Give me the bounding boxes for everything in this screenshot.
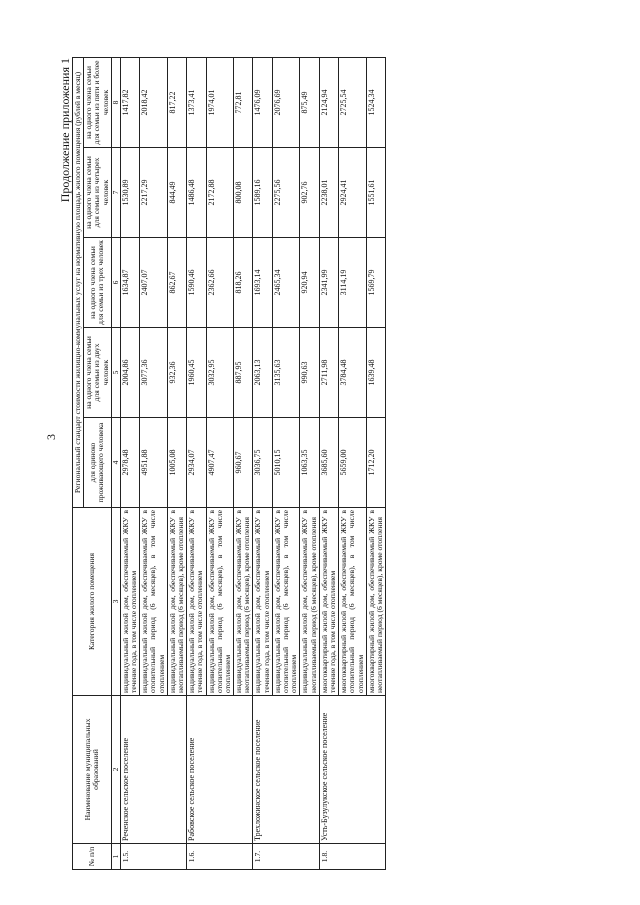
row-number: 1.5. (120, 844, 186, 870)
cost-value: 1974,01 (206, 57, 234, 147)
cost-value: 1486,48 (187, 148, 206, 238)
cost-value: 1634,87 (120, 238, 139, 328)
cost-value: 1417,82 (120, 57, 139, 147)
header-family-of-two: на одного члена семьи для семьи из двух человек (84, 328, 112, 418)
housing-category: индивидуальный жилой дом, обеспечиваемый ЖКУ в неотапливаемый период (6 месяцев), кроме отопления (300, 508, 319, 696)
cost-value: 800,08 (234, 148, 253, 238)
cost-value: 3114,19 (339, 238, 367, 328)
cost-value: 1712,20 (366, 418, 385, 508)
header-number: № п/п (73, 844, 112, 870)
cost-value: 3036,75 (253, 418, 272, 508)
housing-category: индивидуальный жилой дом, обеспечиваемый ЖКУ в отопительный период (6 месяцев), в том числе отоплением (206, 508, 234, 696)
housing-category: индивидуальный жилой дом, обеспечиваемый ЖКУ в течение года, в том числе отоплением (187, 508, 206, 696)
cost-value: 2004,86 (120, 328, 139, 418)
page-number: 3 (44, 434, 58, 440)
cost-value: 2275,56 (272, 148, 300, 238)
appendix-continuation-note: Продолжение приложения 1 (58, 58, 72, 203)
cost-value: 2978,48 (120, 418, 139, 508)
table-row (253, 57, 272, 869)
housing-category: индивидуальный жилой дом, обеспечиваемый ЖКУ в отопительный период (6 месяцев), в том числе отоплением (140, 508, 168, 696)
cost-value: 1589,16 (253, 148, 272, 238)
cost-value: 3135,63 (272, 328, 300, 418)
municipality-name: Усть-Бузулукское сельское поселение (319, 696, 385, 844)
cost-value: 3685,60 (319, 418, 338, 508)
cost-value: 772,81 (234, 57, 253, 147)
cost-value: 932,36 (167, 328, 186, 418)
table-row (319, 57, 338, 869)
cost-value: 1639,48 (366, 328, 385, 418)
row-number: 1.8. (319, 844, 385, 870)
cost-value: 1551,61 (366, 148, 385, 238)
cost-value: 2238,01 (319, 148, 338, 238)
cost-value: 2124,94 (319, 57, 338, 147)
header-family-of-three: на одного члена семьи для семьи из трех человек (84, 238, 112, 328)
cost-value: 1476,09 (253, 57, 272, 147)
cost-value: 4907,47 (206, 418, 234, 508)
cost-value: 2172,88 (206, 148, 234, 238)
municipality-name: Рабовское сельское поселение (187, 696, 253, 844)
header-category: Категория жилого помещения (73, 508, 112, 696)
cost-value: 990,63 (300, 328, 319, 418)
cost-value: 1569,79 (366, 238, 385, 328)
header-family-of-four: на одного члена семьи для семьи из четырех человек (84, 148, 112, 238)
cost-value: 902,76 (300, 148, 319, 238)
cost-value: 818,26 (234, 238, 253, 328)
cost-value: 2934,07 (187, 418, 206, 508)
column-number-row (111, 57, 120, 869)
cost-value: 1693,14 (253, 238, 272, 328)
cost-value: 2076,69 (272, 57, 300, 147)
housing-category: индивидуальный жилой дом, обеспечиваемый ЖКУ в неотапливаемый период (6 месяцев), кроме отопления (234, 508, 253, 696)
housing-category: многоквартирный жилой дом, обеспечиваемый ЖКУ в отопительный период (6 месяцев), в том числе отоплением (339, 508, 367, 696)
municipality-name: Трехложинское сельское поселение (253, 696, 319, 844)
cost-value: 3077,36 (140, 328, 168, 418)
column-number: 7 (111, 148, 120, 238)
cost-value: 887,95 (234, 328, 253, 418)
housing-category: индивидуальный жилой дом, обеспечиваемый ЖКУ в течение года, в том числе отоплением (253, 508, 272, 696)
rotated-content (56, 54, 612, 870)
cost-value: 844,49 (167, 148, 186, 238)
cost-value: 875,49 (300, 57, 319, 147)
cost-value: 920,94 (300, 238, 319, 328)
cost-value: 2465,34 (272, 238, 300, 328)
column-number: 5 (111, 328, 120, 418)
housing-category: индивидуальный жилой дом, обеспечиваемый ЖКУ в течение года, в том числе отоплением (120, 508, 139, 696)
housing-category: индивидуальный жилой дом, обеспечиваемый ЖКУ в отопительный период (6 месяцев), в том числе отоплением (272, 508, 300, 696)
cost-value: 2341,99 (319, 238, 338, 328)
cost-value: 1590,46 (187, 238, 206, 328)
housing-cost-standard-table (72, 57, 386, 870)
municipality-name: Реченское сельское поселение (120, 696, 186, 844)
cost-value: 1530,89 (120, 148, 139, 238)
cost-value: 2018,42 (140, 57, 168, 147)
cost-value: 2407,07 (140, 238, 168, 328)
housing-category: индивидуальный жилой дом, обеспечиваемый ЖКУ в неотапливаемый период (6 месяцев), кроме отопления (167, 508, 186, 696)
cost-value: 2725,54 (339, 57, 367, 147)
row-number: 1.7. (253, 844, 319, 870)
cost-value: 817,22 (167, 57, 186, 147)
cost-value: 960,67 (234, 418, 253, 508)
header-single-person: для одиноко проживающего человека (84, 418, 112, 508)
table-row (120, 57, 139, 869)
column-number: 1 (111, 844, 120, 870)
cost-value: 862,67 (167, 238, 186, 328)
cost-value: 3784,48 (339, 328, 367, 418)
cost-value: 3032,95 (206, 328, 234, 418)
cost-value: 2063,13 (253, 328, 272, 418)
column-number: 8 (111, 57, 120, 147)
cost-value: 5659,00 (339, 418, 367, 508)
cost-value: 1005,08 (167, 418, 186, 508)
row-number: 1.6. (187, 844, 253, 870)
header-family-of-five-plus: на одного члена семьи для семьи из пяти и более человек (84, 57, 112, 147)
cost-value: 1524,34 (366, 57, 385, 147)
header-standard: Региональный стандарт стоимости жилищно-коммунальных услуг на нормативную площадь жилого помещения (рублей в месяц) (73, 57, 84, 507)
housing-category: многоквартирный жилой дом, обеспечиваемый ЖКУ в неотапливаемый период (6 месяцев), кроме отопления (366, 508, 385, 696)
cost-value: 5010,15 (272, 418, 300, 508)
column-number: 4 (111, 418, 120, 508)
cost-value: 2362,66 (206, 238, 234, 328)
column-number: 6 (111, 238, 120, 328)
cost-value: 1063,35 (300, 418, 319, 508)
housing-category: многоквартирный жилой дом, обеспечиваемый ЖКУ в течение года, в том числе отоплением (319, 508, 338, 696)
cost-value: 1960,45 (187, 328, 206, 418)
cost-value: 2924,41 (339, 148, 367, 238)
cost-value: 2217,29 (140, 148, 168, 238)
table-row (187, 57, 206, 869)
cost-value: 1373,41 (187, 57, 206, 147)
column-number: 2 (111, 696, 120, 844)
column-number: 3 (111, 508, 120, 696)
cost-value: 2711,98 (319, 328, 338, 418)
header-municipality: Наименование муниципальных образований (73, 696, 112, 844)
cost-value: 4951,88 (140, 418, 168, 508)
